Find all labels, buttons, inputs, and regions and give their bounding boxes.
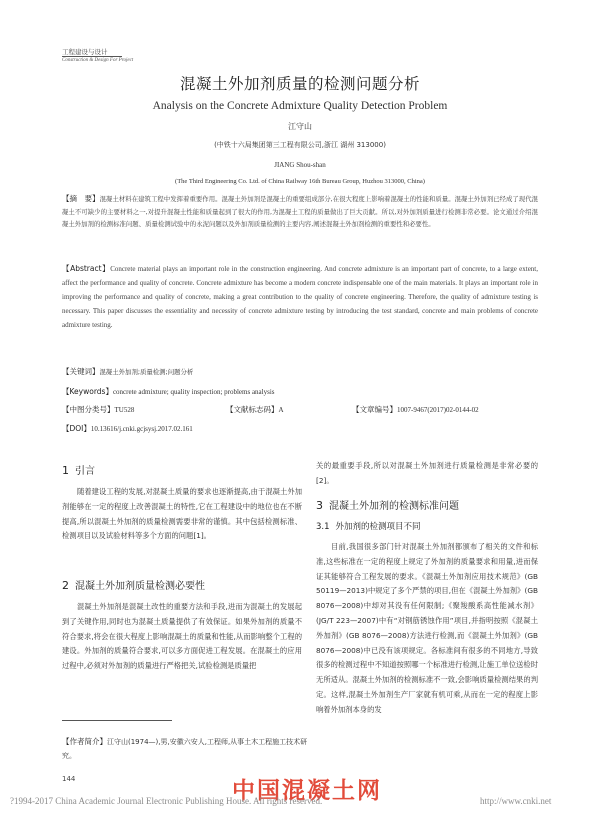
keywords-cn-text: 混凝土外加剂;质量检测;问题分析 [99, 368, 194, 376]
doc-code-label: 【文献标志码】 [226, 405, 279, 414]
page-number: 144 [62, 775, 76, 783]
watermark: 中国混凝土网 [232, 778, 382, 804]
section-3-number: 3 [316, 499, 323, 512]
doi-label: 【DOI】 [62, 424, 91, 433]
copyright-line: ?1994-2017 China Academic Journal Electronic Publishing House. All rights reserved. [10, 796, 323, 806]
abstract-cn-label: 【摘 要】 [62, 194, 100, 203]
keywords-en [62, 386, 275, 397]
section-3-1-title: 外加剂的检测项目不同 [335, 522, 421, 532]
article-no-value: 1007-9467(2017)02-0144-02 [397, 406, 479, 414]
abstract-en-text: Concrete material plays an important role in the construction engineering. And concrete admixture is an important part of concrete, to a large extent, affect the performance and quality of concrete. Concrete admixture has become a modern concrete indispensable one of the main materials. It plays an important role in improving the performance and quality of concrete, making a great contribution to the quality of concrete engineering. Therefore, the quality of admixture testing is necessary. This paper discusses the essentiality and necessity of concrete admixture testing by introducing the test standard, concrete and main problems of concrete admixture testing. [62, 265, 538, 329]
header-rule [62, 56, 122, 57]
footnote-rule [62, 720, 172, 721]
section-2-title: 混凝土外加剂质量检测必要性 [75, 581, 205, 592]
author-footnote [62, 735, 312, 763]
author-cn: 江守山 [288, 122, 312, 131]
doc-code [226, 404, 284, 415]
section-2-text: 混凝土外加剂是混凝土改性的重要方法和手段,进而为混凝土的发展起到了关键作用,同时也为混凝土质量提供了有效保证。如果外加剂的质量不符合要求,将会在很大程度上影响混凝土的质量和性能,从而影响整个工程的建设。外加剂的质量符合要求,可以多方面促进工程发展。在混凝土的应用过程中,必须对外加剂的质量进行严格把关,试验检测是质量把 [62, 602, 302, 671]
section-3-heading [316, 497, 459, 512]
keywords-en-text: concrete admixture; quality inspection; problems analysis [112, 388, 275, 396]
article-no-label: 【文章编号】 [352, 405, 397, 414]
section-1-title: 引言 [75, 466, 95, 477]
abstract-cn [62, 193, 538, 231]
abstract-en [62, 262, 538, 332]
section-2-number: 2 [62, 579, 69, 592]
journal-name-cn: 工程建设与设计 [62, 48, 108, 56]
section-1-heading [62, 462, 95, 477]
affiliation-en: (The Third Engineering Co. Ltd. of China Railway 16th Bureau Group, Huzhou 313000, China) [175, 178, 425, 185]
footnote-text: 江守山(1974—),男,安徽六安人,工程师,从事土木工程施工技术研究。 [62, 738, 308, 760]
abstract-cn-text: 混凝土材料在建筑工程中发挥着重要作用。混凝土外加剂是混凝土的重要组成部分,在很大程度上影响着混凝土的性能和质量。混凝土外加剂已经成了现代混凝土不可缺少的主要材料之一,对提升混凝土性能和质量起到了很大的作用,为混凝土工程的质量做出了巨大贡献。所以,对外加剂质量进行检测非常必要。论文通过介绍混凝土外加剂的检测标准问题、质量检测试验中的永泥问题以及外加剂质量检测的主要内容,阐述混凝土外加剂检测的重要性和必要性。 [62, 195, 539, 228]
classification [62, 404, 134, 415]
keywords-cn-label: 【关键词】 [62, 367, 100, 376]
abstract-en-label: 【Abstract】 [62, 264, 111, 273]
section-2-heading [62, 577, 205, 592]
classification-value: TU528 [114, 406, 135, 414]
journal-name-en: Construction & Design For Project [62, 58, 134, 63]
title-en: Analysis on the Concrete Admixture Quality Detection Problem [152, 100, 448, 112]
classification-label: 【中图分类号】 [62, 405, 115, 414]
keywords-en-label: 【Keywords】 [62, 387, 113, 396]
section-3-1-number: 3.1 [316, 522, 330, 532]
section-3-1-text: 目前,我国很多部门针对混凝土外加剂都颁布了相关的文件和标准,这些标准在一定的程度上规定了外加剂的质量要求和用量,进而保证其能够符合工程发展的要求。《混凝土外加剂应用技术规范》(GB 50119—2013)中规定了多个严禁的项目,但在《混凝土外加剂》(GB 8076—2008)中却对其没有任何限制;《聚羧酸系高性能减水剂》(JG/T 223—2007)中有“对钢筋锈蚀作用”项目,并指明按照《混凝土外加剂》(GB 8076—2008)方法进行检测,而《混凝土外加剂》(GB 8076—2008)中已没有该项规定。各标准间有很多的不同地方,导致很多的检测过程中不知道按照哪一个标准进行检测,让施工单位送检时无所适从。混凝土外加剂的检测标准不一致,会影响质量检测结果的判定。这样,混凝土外加剂生产厂家就有机可乘,从而在一定的程度上影响着外加剂本身的发 [316, 542, 538, 714]
website-link[interactable]: http://www.cnki.net [480, 796, 552, 806]
column-2-continuation: 关的最重要手段,所以对混凝土外加剂进行质量检测是非常必要的[2]。 [316, 461, 538, 485]
doc-code-value: A [278, 406, 284, 414]
section-3-title: 混凝土外加剂的检测标准问题 [329, 501, 459, 512]
author-en: JIANG Shou-shan [274, 161, 326, 169]
section-3-1-heading [316, 520, 421, 532]
doi [62, 423, 193, 434]
section-1-text: 随着建设工程的发展,对混凝土质量的要求也逐渐提高,由于混凝土外加剂能够在一定的程度上改善混凝土的特性,它在工程建设中的地位也在不断提高,所以混凝土外加剂的质量检测需要非常的谨慎。其中包括检测标准、检测项目以及试验材料等多个方面的问题[1]。 [62, 487, 302, 541]
affiliation-cn: (中铁十六局集团第三工程有限公司,浙江 湖州 313000) [214, 141, 386, 149]
footnote-label: 【作者简介】 [62, 737, 107, 746]
section-1-number: 1 [62, 464, 69, 477]
title-cn: 混凝土外加剂质量的检测问题分析 [179, 75, 420, 93]
keywords-cn [62, 366, 193, 377]
article-no [352, 404, 479, 415]
doi-value: 10.13616/j.cnki.gcjsysj.2017.02.161 [90, 425, 193, 433]
